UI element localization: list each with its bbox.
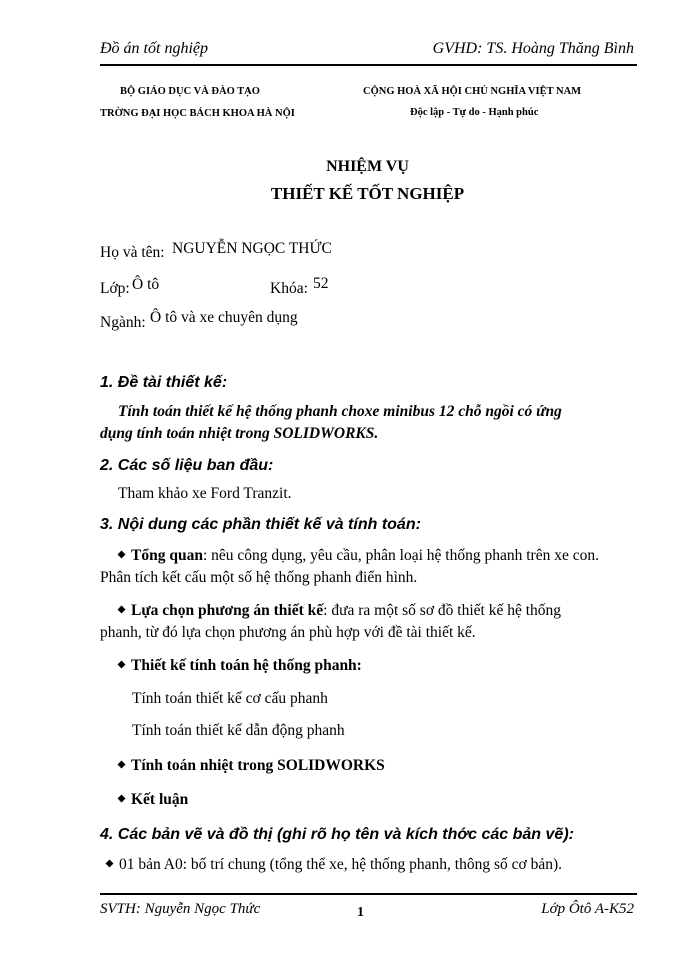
bullet-overview-line-2: Phân tích kết cấu một số hệ thống phanh điển hình. [100,569,418,586]
title-line-1: NHIỆM VỤ [326,158,409,175]
bullet-option-line-2: phanh, từ đó lựa chọn phương án phù hợp với đề tài thiết kế. [100,624,476,641]
bullet-drawing-a0-text: 01 bản A0: bố trí chung (tổng thể xe, hệ thống phanh, thông số cơ bản). [119,856,562,873]
section-2-text: Tham khảo xe Ford Tranzit. [118,485,292,502]
bullet-drawing-a0 [106,856,562,874]
bullet-thermal [118,757,385,775]
bullet-conclusion [118,791,188,809]
bullet-conclusion-text: Kết luận [131,791,189,808]
bullet-overview [118,547,599,565]
bullet-icon [118,761,126,769]
section-2-title: 2. Các số liệu ban đầu: [100,457,274,474]
bullet-brake-design-text: Thiết kế tính toán hệ thống phanh: [131,657,362,674]
footer-left: SVTH: Nguyễn Ngọc Thức [100,901,261,917]
bullet-option [118,602,561,620]
course-label: Khóa: [270,280,308,297]
class-label: Lớp: [100,280,130,297]
section-1-line-2: dụng tính toán nhiệt trong SOLIDWORKS. [100,425,379,442]
bullet-brake-design [118,657,362,675]
ministry: BỘ GIÁO DỤC VÀ ĐÀO TẠO [120,86,260,97]
section-4-title: 4. Các bản vẽ và đồ thị (ghi rõ họ tên và kích thớc các bản vẽ): [100,826,574,843]
bullet-overview-bold: Tổng quan [131,547,203,564]
class-value: Ô tô [132,276,160,293]
footer-rule [100,893,637,895]
section-1-line-1: Tính toán thiết kế hệ thống phanh choxe minibus 12 chỗ ngồi có ứng [118,403,562,420]
course-value: 52 [313,275,329,292]
bullet-thermal-text: Tính toán nhiệt trong SOLIDWORKS [131,757,385,774]
title-line-2: THIẾT KẾ TỐT NGHIỆP [270,184,465,203]
header-rule [100,64,637,66]
sub-item-actuation: Tính toán thiết kế dẫn động phanh [132,722,345,739]
section-1-title: 1. Đề tài thiết kế: [100,374,228,391]
footer-right: Lớp Ôtô A-K52 [541,901,634,917]
motto: Độc lập - Tự do - Hạnh phúc [410,107,539,118]
bullet-icon [118,795,126,803]
header-right: GVHD: TS. Hoàng Thăng Bình [432,40,634,57]
bullet-icon [118,661,126,669]
bullet-overview-rest: : nêu công dụng, yêu cầu, phân loại hệ thống phanh trên xe con. [202,547,599,564]
sub-item-mechanism: Tính toán thiết kế cơ cấu phanh [132,690,328,707]
bullet-icon [118,551,126,559]
bullet-icon [106,860,114,868]
republic: CỘNG HOÀ XÃ HỘI CHỦ NGHĨA VIỆT NAM [363,86,582,97]
bullet-icon [118,606,126,614]
name-label: Họ và tên: [100,244,165,261]
bullet-option-bold: Lựa chọn phương án thiết kế [131,602,324,619]
major-value: Ô tô và xe chuyên dụng [150,309,298,326]
major-label: Ngành: [100,314,146,331]
bullet-option-rest: : đưa ra một số sơ đồ thiết kế hệ thống [323,602,562,619]
header-left: Đồ án tốt nghiệp [100,40,208,57]
section-3-title: 3. Nội dung các phần thiết kế và tính toán: [100,516,421,533]
page-number: 1 [357,905,364,920]
name-value: NGUYỄN NGỌC THỨC [172,240,332,257]
university: TRỜNG ĐẠI HỌC BÁCH KHOA HÀ NỘI [100,108,295,119]
